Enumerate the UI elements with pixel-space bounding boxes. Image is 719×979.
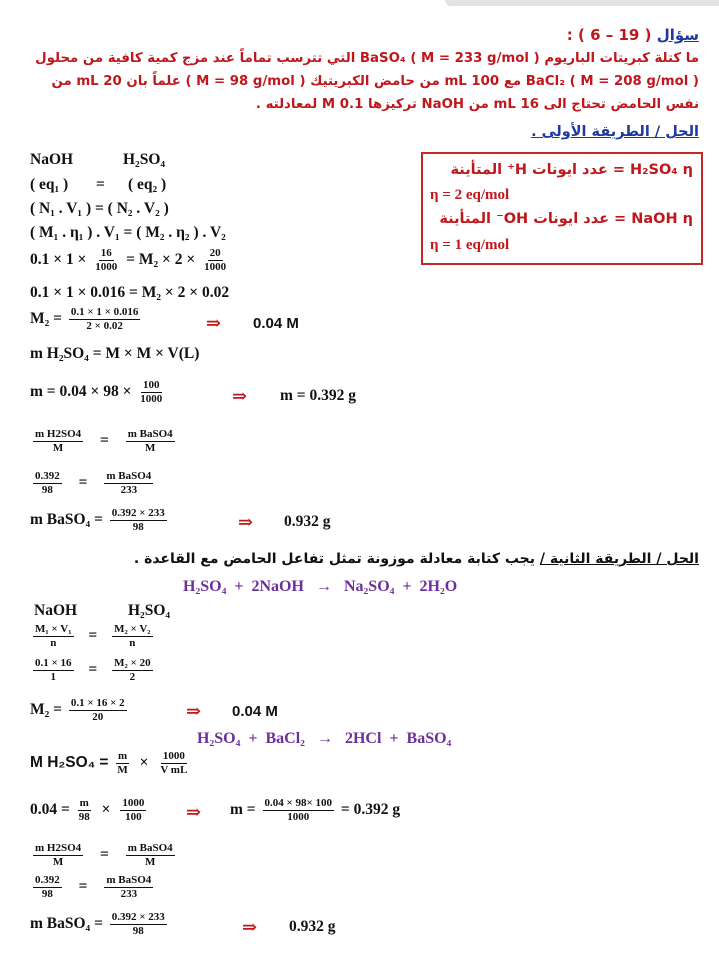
m1-r12-result: 0.932 g <box>284 513 331 530</box>
m2-r9-pre: m BaSO₄ = <box>30 915 103 933</box>
m2-r4-result: 0.04 M <box>232 703 278 720</box>
m1-r9-result: m = 0.392 g <box>280 387 356 404</box>
m2-r7-num2: m BaSO4 <box>127 842 173 854</box>
m1-mass-calc <box>30 379 167 406</box>
m1-r7-result: 0.04 M <box>253 315 299 332</box>
m2-r7-den2: M <box>145 856 156 868</box>
m2-r8-num1: 0.392 <box>35 874 60 886</box>
m2-r9-num: 0.392 × 233 <box>111 911 165 923</box>
m2-r3-frac2 <box>112 657 152 684</box>
m2-r5-den1: M <box>117 764 128 776</box>
m2-r6-times: × <box>101 801 111 819</box>
m2-r3-num1: 0.1 × 16 <box>35 657 72 669</box>
m2-r3-num2: M₂ × 20 <box>114 657 151 669</box>
info-box-line-4: η = 1 eq/mol <box>430 237 510 253</box>
m1-reactant-a: NaOH <box>30 151 74 168</box>
m1-r5-den1: 1000 <box>95 261 118 273</box>
m2-r7-frac2 <box>126 842 175 869</box>
m2-r4-pre: M₂ = <box>30 701 62 719</box>
m2-r6-num1: m <box>79 797 89 809</box>
m2-molarity-formula <box>30 750 192 777</box>
m2-equation-2: H₂SO₄ + BaCl₂ → 2HCl + BaSO₄ <box>197 730 452 747</box>
m1-ratio <box>30 428 178 455</box>
m2-r8-frac1 <box>33 874 62 901</box>
m2-r2-frac1 <box>33 623 74 650</box>
question-number: ( 19 – 6 ) : <box>566 26 652 44</box>
m2-r2-den2: n <box>129 637 136 649</box>
m1-r10-num1: m H2SO4 <box>35 428 82 440</box>
m2-r7-num1: m H2SO4 <box>35 842 82 854</box>
m2-reactant-a: NaOH <box>34 602 78 619</box>
m2-r8-eq: = <box>78 878 88 896</box>
m1-r5-mid: = M₂ × 2 × <box>126 251 196 269</box>
m2-m2-solve <box>30 697 130 724</box>
m2-r6-m: m = <box>230 801 256 819</box>
info-box-line-3: NaOH η = عدد ايونات OH⁻ المتأينة <box>439 211 693 227</box>
m2-r6-den1: 98 <box>78 811 90 823</box>
m2-r2-frac2 <box>112 623 153 650</box>
m1-reactant-b: H₂SO₄ <box>123 151 166 168</box>
m2-r4-frac <box>69 697 127 724</box>
m1-r12-frac <box>110 507 167 534</box>
m2-r8-den1: 98 <box>41 888 53 900</box>
m1-r12-num: 0.392 × 233 <box>111 507 165 519</box>
method1-heading: الحل / الطريقة الأولى . <box>531 124 699 140</box>
m1-normality-eq: ( N₁ . V₁ ) = ( N₂ . V₂ ) <box>30 200 169 217</box>
m2-r4-arrow: ⇒ <box>186 701 202 721</box>
m1-r5-pre: 0.1 × 1 × <box>30 251 87 269</box>
m2-r2-eq: = <box>88 627 98 645</box>
m2-r6-den3: 1000 <box>287 811 310 823</box>
m2-r5-num2: 1000 <box>162 750 185 762</box>
m2-r7-den1: M <box>52 856 64 868</box>
m1-r7-arrow: ⇒ <box>206 313 222 333</box>
m2-r9-arrow: ⇒ <box>242 917 258 937</box>
m2-r5-pre: M H₂SO₄ = <box>30 754 109 772</box>
m1-r10-den2: M <box>145 442 156 454</box>
m2-r6-pre: 0.04 = <box>30 801 70 819</box>
m2-r7-frac1 <box>33 842 83 869</box>
m2-r9-den: 98 <box>132 925 144 937</box>
m2-r8-num2: m BaSO4 <box>106 874 152 886</box>
m2-r5-frac1 <box>115 750 129 777</box>
m1-r9-pre: m = 0.04 × 98 × <box>30 383 132 401</box>
m1-molarity-eq: ( M₁ . η₁ ) . V₁ = ( M₂ . η₂ ) . V₂ <box>30 224 226 241</box>
m1-r9-frac <box>138 379 164 406</box>
m1-r5-num1: 16 <box>100 247 112 259</box>
m2-baso4-calc <box>30 911 170 938</box>
method2-heading-text: يجب كتابة معادلة موزونة تمثل تفاعل الحامض مع القاعدة . <box>133 551 536 567</box>
m2-r6-frac1 <box>77 797 92 824</box>
m2-r5-den2: V mL <box>160 764 188 776</box>
m1-r11-frac1 <box>33 470 62 497</box>
m1-r11-eq: = <box>78 474 88 492</box>
m1-simplified: 0.1 × 1 × 0.016 = M₂ × 2 × 0.02 <box>30 284 230 301</box>
m2-mass-solve <box>30 797 149 824</box>
m1-r7-num: 0.1 × 1 × 0.016 <box>70 306 139 318</box>
m2-ratio-values <box>30 657 156 684</box>
m1-mass-formula: m H₂SO₄ = M × M × V(L) <box>30 345 200 362</box>
m2-ratio-formula <box>30 623 156 650</box>
m2-r2-num1: M₁ × V₁ <box>35 623 72 635</box>
m2-r6-arrow: ⇒ <box>186 802 202 822</box>
m2-r3-den1: 1 <box>50 671 57 683</box>
m2-r5-frac2 <box>158 750 189 777</box>
m2-r6-num2: 1000 <box>122 797 145 809</box>
m1-r12-pre: m BaSO₄ = <box>30 511 103 529</box>
top-bar <box>0 0 719 6</box>
m2-r3-eq: = <box>88 661 98 679</box>
m1-r11-den1: 98 <box>41 484 53 496</box>
m2-r4-num: 0.1 × 16 × 2 <box>70 697 125 709</box>
question-line-3: نفس الحامض تحتاج الى 16 mL من NaOH تركيزها 0.1 M لمعادلته . <box>255 97 699 112</box>
question-label: سؤال <box>656 26 699 44</box>
m2-reactant-b: H₂SO₄ <box>128 602 171 619</box>
m1-r11-num1: 0.392 <box>35 470 60 482</box>
m1-m2-solve <box>30 306 143 333</box>
method2-heading-label: الحل / الطريقة الثانية / <box>539 551 699 567</box>
m2-r5-times: × <box>139 754 149 772</box>
method2-heading <box>134 551 699 567</box>
info-box-line-1: H₂SO₄ η = عدد ايونات H⁺ المتأينة <box>450 162 693 178</box>
m2-ratio <box>30 842 178 869</box>
m2-r6-frac3 <box>263 797 335 824</box>
m2-r3-den2: 2 <box>129 671 136 683</box>
m2-r6-frac2 <box>120 797 146 824</box>
m1-r5-frac2 <box>202 247 228 274</box>
info-box-line-2: η = 2 eq/mol <box>430 187 510 203</box>
m2-r2-den1: n <box>50 637 57 649</box>
m1-r10-frac2 <box>126 428 175 455</box>
question-line-1: ما كتلة كبريتات الباريوم BaSO₄ ( M = 233 g/mol ) التي تترسب تماماً عند مزج كمية كافية من محلول <box>35 51 699 66</box>
m1-baso4-calc <box>30 507 170 534</box>
m1-r11-den2: 233 <box>120 484 138 496</box>
m1-r12-arrow: ⇒ <box>238 512 254 532</box>
m1-r5-frac1 <box>93 247 119 274</box>
m1-r7-frac <box>69 306 141 333</box>
m1-r5-den2: 1000 <box>204 261 227 273</box>
m1-ratio-values <box>30 470 156 497</box>
m1-r11-frac2 <box>104 470 153 497</box>
m2-r2-num2: M₂ × V₂ <box>114 623 151 635</box>
m1-eq1: ( eq₁ ) <box>30 176 69 193</box>
m1-r10-den1: M <box>52 442 64 454</box>
m2-r9-result: 0.932 g <box>289 918 336 935</box>
m1-substitution <box>30 247 231 274</box>
m1-eq-sign: = <box>96 176 105 193</box>
m1-r5-num2: 20 <box>209 247 221 259</box>
m1-r9-arrow: ⇒ <box>232 386 248 406</box>
m2-ratio-values2 <box>30 874 156 901</box>
m1-r7-den: 2 × 0.02 <box>86 320 123 332</box>
top-bar-shade <box>445 0 719 6</box>
m1-r10-frac1 <box>33 428 83 455</box>
m2-r5-num1: m <box>117 750 128 762</box>
m1-r7-pre: M₂ = <box>30 310 62 328</box>
m2-r6-num3: 0.04 × 98× 100 <box>264 797 333 809</box>
m2-r8-frac2 <box>104 874 153 901</box>
m2-r3-frac1 <box>33 657 74 684</box>
m2-r4-den: 20 <box>92 711 104 723</box>
question-line-2: BaCl₂ ( M = 208 g/mol ) مع 100 mL من حامض الكبريتيك ( M = 98 g/mol ) علماً بان 20 mL من <box>51 74 699 89</box>
m1-r9-num: 100 <box>143 379 160 391</box>
m1-r11-num2: m BaSO4 <box>106 470 152 482</box>
m2-r7-eq: = <box>100 846 109 864</box>
m2-r6-res: = 0.392 g <box>340 801 401 819</box>
m2-r6-den2: 100 <box>125 811 142 823</box>
m1-r9-den: 1000 <box>140 393 163 405</box>
m2-r9-frac <box>110 911 167 938</box>
m1-r10-num2: m BaSO4 <box>127 428 173 440</box>
m1-r12-den: 98 <box>132 521 144 533</box>
m1-r10-eq: = <box>100 432 109 450</box>
m1-eq2: ( eq₂ ) <box>128 176 167 193</box>
m2-equation-1: H₂SO₄ + 2NaOH → Na₂SO₄ + 2H₂O <box>183 578 458 595</box>
m2-mass-result <box>230 797 400 824</box>
question-header <box>567 26 699 44</box>
m2-r8-den2: 233 <box>120 888 138 900</box>
